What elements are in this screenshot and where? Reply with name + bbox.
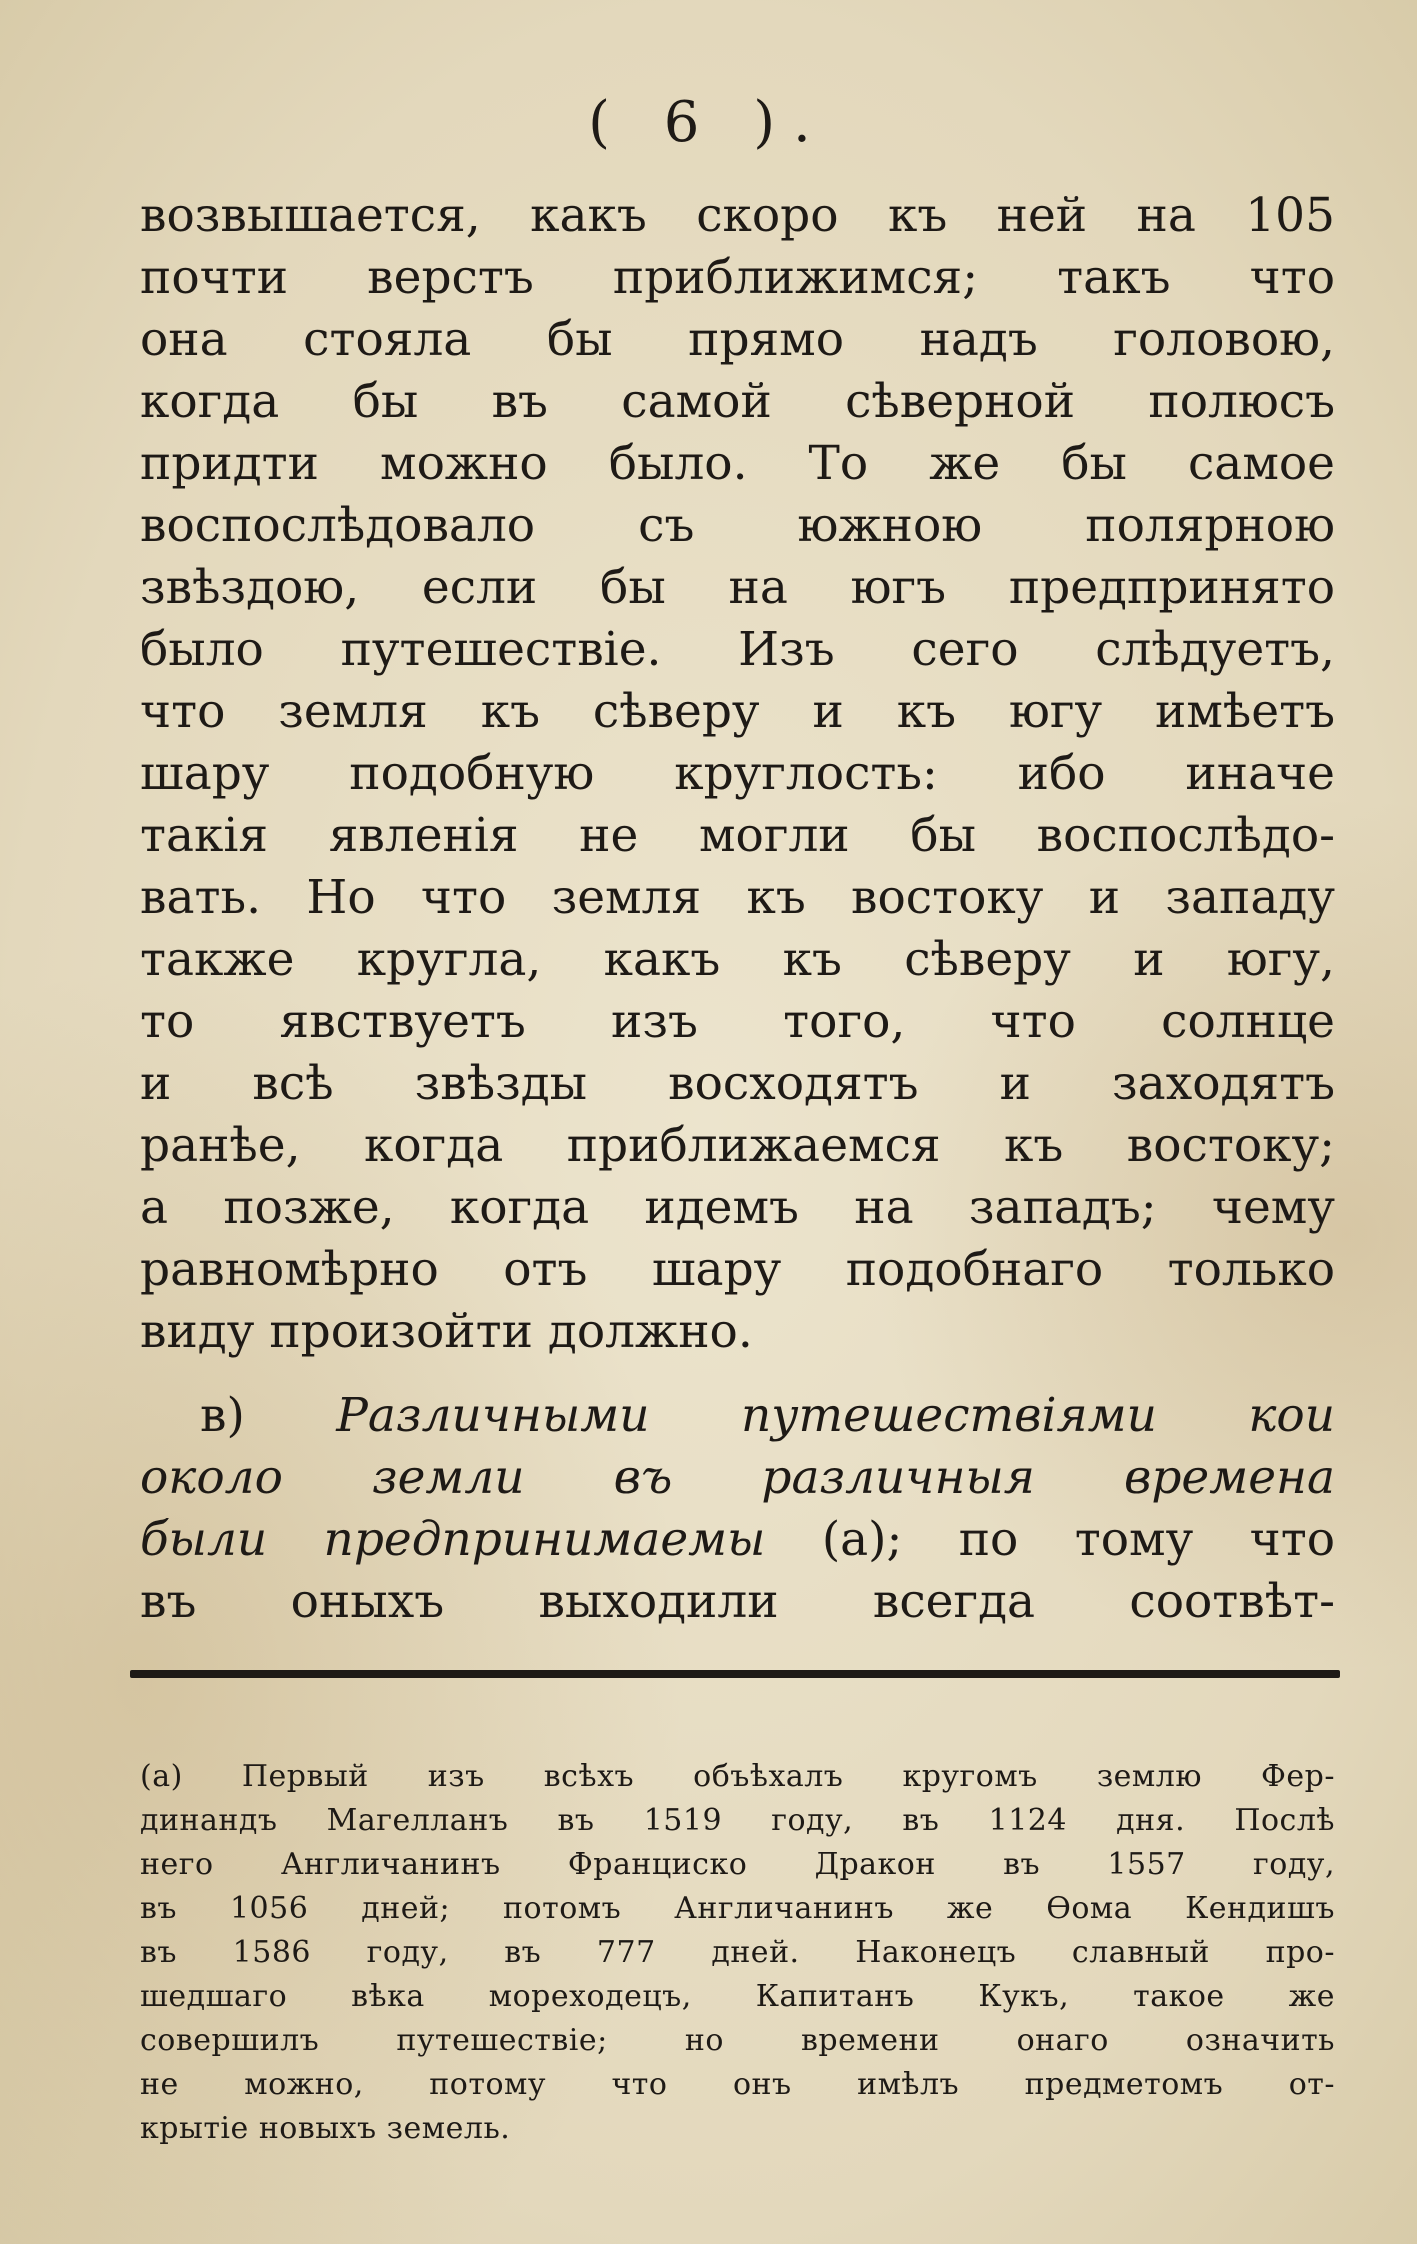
footnote [140,1755,1335,2151]
para-b-line-4: въ оныхъ выходили всегда соотвѣт- [140,1574,1335,1629]
body-line: а позже, когда идемъ на западъ; чему [140,1180,1335,1235]
para-b-rest-3: (а); по тому что [821,1512,1335,1567]
footnote-line: совершилъ путешествіе; но времени онаго означить [140,2023,1335,2058]
body-line: также кругла, какъ къ сѣверу и югу, [140,932,1335,987]
para-b-italic-3: были предпринимаемы [140,1512,766,1567]
body-line: было путешествіе. Изъ сего слѣдуетъ, [140,622,1335,677]
paragraph-gap [140,1363,1335,1385]
body-line: и всѣ звѣзды восходятъ и заходятъ [140,1056,1335,1111]
body-line: равномѣрно отъ шару подобнаго только [140,1242,1335,1297]
footnote-line: въ 1586 году, въ 777 дней. Наконецъ славный про- [140,1935,1335,1970]
body-line: почти верстъ приближимся; такъ что [140,250,1335,305]
body-line: она стояла бы прямо надъ головою, [140,312,1335,367]
body-line: что земля къ сѣверу и къ югу имѣетъ [140,684,1335,739]
footnote-line: динандъ Магелланъ въ 1519 году, въ 1124 дня. Послѣ [140,1803,1335,1838]
para-b-line-1 [140,1385,1335,1447]
body-line: такія явленія не могли бы воспослѣдо- [140,808,1335,863]
body-line: ранѣе, когда приближаемся къ востоку; [140,1118,1335,1173]
body-line: вать. Но что земля къ востоку и западу [140,870,1335,925]
para-b-line-2 [140,1447,1335,1509]
footnote-line: крытіе новыхъ земель. [140,2111,511,2146]
footnote-line: него Англичанинъ Франциско Дракон въ 1557 году, [140,1847,1335,1882]
para-b-marker: в) [200,1388,245,1443]
body-line: шару подобную круглость: ибо иначе [140,746,1335,801]
body-line: звѣздою, если бы на югъ предпринято [140,560,1335,615]
page-number: ( 6 ). [588,90,829,155]
body-line: когда бы въ самой сѣверной полюсъ [140,374,1335,429]
para-b-line-3 [140,1509,1335,1571]
body-line: виду произойти должно. [140,1304,753,1359]
footnote-line: (а) Первый изъ всѣхъ объѣхалъ кругомъ землю Фер- [140,1759,1335,1794]
body-line: то явствуетъ изъ того, что солнце [140,994,1335,1049]
footnote-line: въ 1056 дней; потомъ Англичанинъ же Ѳома Кендишъ [140,1891,1335,1926]
footnote-rule [130,1670,1340,1678]
footnote-line: шедшаго вѣка мореходецъ, Капитанъ Кукъ, такое же [140,1979,1335,2014]
para-b-italic-1: Различными путешествіями кои [336,1388,1335,1443]
footnote-line: не можно, потому что онъ имѣлъ предметомъ от- [140,2067,1335,2102]
body-line: возвышается, какъ скоро къ ней на 105 [140,188,1335,243]
body-line: придти можно было. То же бы самое [140,436,1335,491]
body-text [140,185,1335,1633]
para-b-italic-2: около земли въ различныя времена [140,1450,1335,1505]
body-line: воспослѣдовало съ южною полярною [140,498,1335,553]
